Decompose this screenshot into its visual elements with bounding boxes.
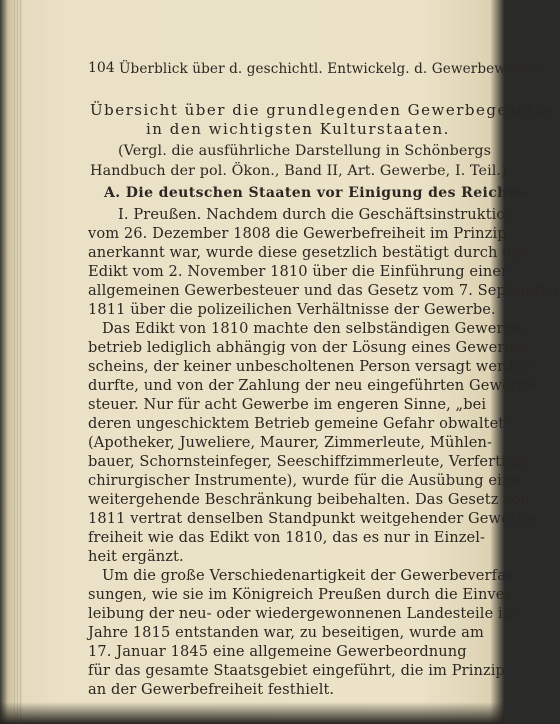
body-line: für das gesamte Staatsgebiet eingeführt, die im Prinzip [88,662,505,679]
body-line: leibung der neu- oder wiedergewonnenen Landesteile im [88,605,517,622]
page-number: 104 [88,60,115,76]
body-line: I. Preußen. Nachdem durch die Geschäftsinstruktion [118,206,515,223]
body-line: 1811 vertrat denselben Standpunkt weitgehender Gewerbe- [88,510,541,527]
body-line: anerkannt war, wurde diese gesetzlich bestätigt durch das [88,244,529,261]
body-line: freiheit wie das Edikt von 1810, das es nur in Einzel- [88,529,486,546]
body-line: 1811 über die polizeilichen Verhältnisse der Gewerbe. [88,301,496,318]
body-line: vom 26. Dezember 1808 die Gewerbefreiheit im Prinzip [88,225,507,242]
body-line: Edikt vom 2. November 1810 über die Einführung einer [88,263,509,280]
reference-note-line-1: (Vergl. die ausführliche Darstellung in Schönbergs [118,143,492,159]
body-line: Das Edikt von 1810 machte den selbständigen Gewerbe- [102,320,527,337]
body-line: weitergehende Beschränkung beibehalten. Das Gesetz von [88,491,530,508]
reference-note-line-2: Handbuch der pol. Ökon., Band II, Art. Gewerbe, I. Teil.) [90,163,507,179]
body-line: allgemeinen Gewerbesteuer und das Gesetz vom 7. September [88,282,560,299]
body-line: an der Gewerbefreiheit festhielt. [88,681,335,698]
body-line: heit ergänzt. [88,548,184,565]
page-title-line-1: Übersicht über die grundlegenden Gewerbegesetze [90,101,555,119]
running-title: Überblick über d. geschichtl. Entwickelg. d. Gewerbewesens. [119,61,550,77]
body-line: bauer, Schornsteinfeger, Seeschiffzimmerleute, Verfertiger [88,453,532,470]
page-title-line-2: in den wichtigsten Kulturstaaten. [146,120,450,138]
body-line: steuer. Nur für acht Gewerbe im engeren Sinne, „bei [88,396,487,413]
body-line: Jahre 1815 entstanden war, zu beseitigen, wurde am [88,624,484,641]
body-line: betrieb lediglich abhängig von der Lösung eines Gewerbe- [88,339,528,356]
bottom-scan-shadow [0,702,504,724]
body-line: durfte, und von der Zahlung der neu eingeführten Gewerbe- [88,377,542,394]
body-line: Um die große Verschiedenartigkeit der Gewerbeverfas- [102,567,519,584]
body-line: chirurgischer Instrumente), wurde für die Ausübung eine [88,472,521,489]
body-line: sungen, wie sie im Königreich Preußen durch die Einver- [88,586,517,603]
body-line: 17. Januar 1845 eine allgemeine Gewerbeordnung [88,643,467,660]
body-line: scheins, der keiner unbescholtenen Person versagt werden [88,358,532,375]
section-heading: A. Die deutschen Staaten vor Einigung des Reiches. [104,185,531,201]
body-line: deren ungeschicktem Betrieb gemeine Gefahr obwaltet“ [88,415,512,432]
body-line: (Apotheker, Juweliere, Maurer, Zimmerleute, Mühlen- [88,434,492,451]
